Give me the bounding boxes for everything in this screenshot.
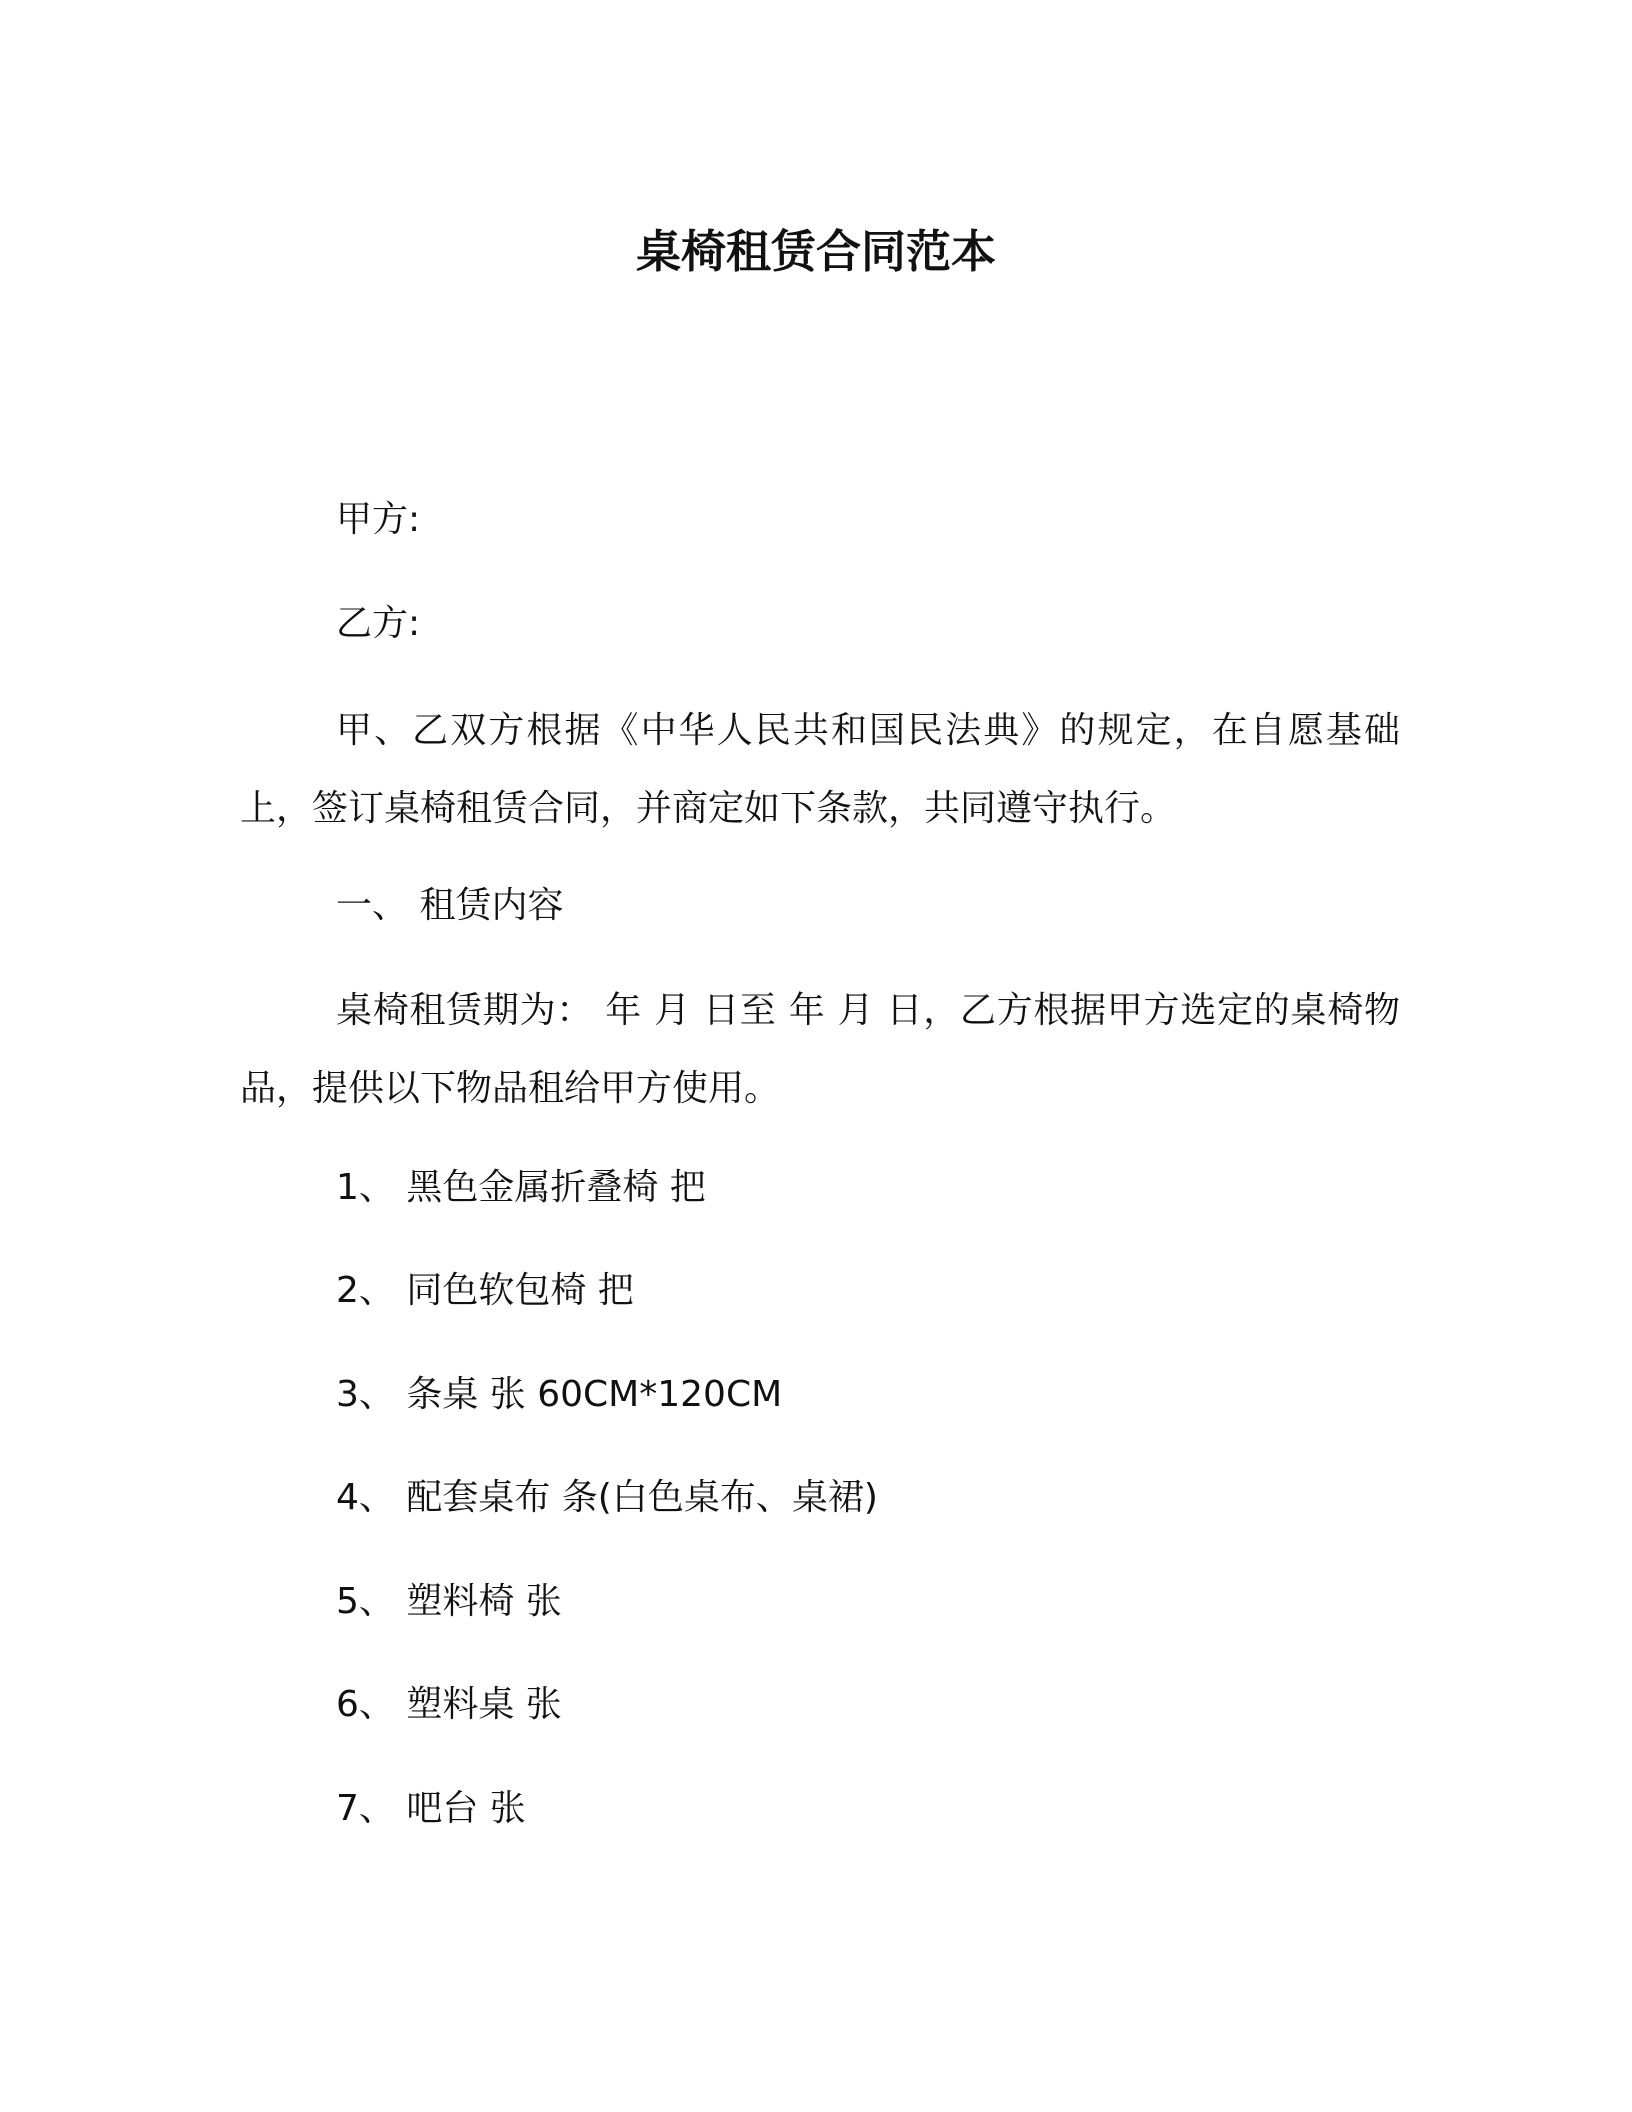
party-b-label: 乙方: [336,603,421,644]
party-a-label: 甲方: [336,499,421,540]
list-item: 2、 同色软包椅 把 [336,1270,634,1311]
list-item: 4、 配套桌布 条(白色桌布、桌裙) [336,1477,878,1518]
lease-period-paragraph: 桌椅租赁期为： 年 月 日至 年 月 日，乙方根据甲方选定的桌椅物品，提供以下物品租给甲方使用。 [240,990,1400,1109]
intro-paragraph: 甲、乙双方根据《中华人民共和国民法典》的规定，在自愿基础上，签订桌椅租赁合同，并商定如下条款，共同遵守执行。 [240,710,1400,829]
list-item: 3、 条桌 张 60CM*120CM [336,1374,783,1415]
list-item: 1、 黑色金属折叠椅 把 [336,1167,706,1208]
document-title: 桌椅租赁合同范本 [635,225,996,278]
list-item: 5、 塑料椅 张 [336,1581,562,1622]
list-item: 7、 吧台 张 [336,1788,526,1829]
list-item: 6、 塑料桌 张 [336,1684,562,1725]
section-heading-lease-content: 一、 租赁内容 [336,885,564,926]
